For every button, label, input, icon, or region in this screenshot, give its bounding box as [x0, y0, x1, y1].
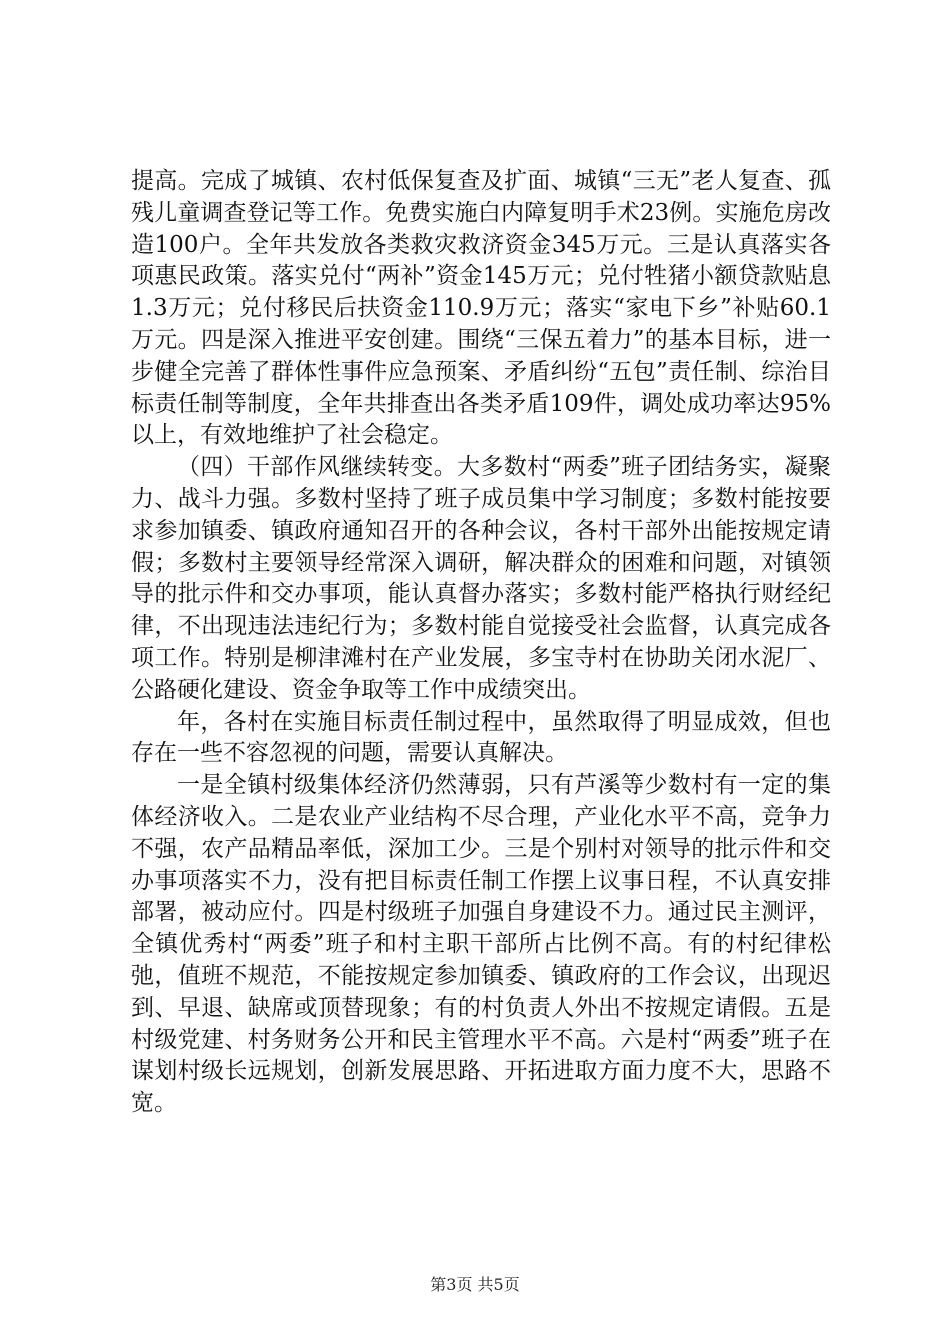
paragraph-problems-intro: 年，各村在实施目标责任制过程中，虽然取得了明显成效，但也存在一些不容忽视的问题，需要认真解决。: [131, 708, 831, 767]
page-number-footer: 第3页 共5页: [430, 1275, 520, 1294]
paragraph-continuation: 提高。完成了城镇、农村低保复查及扩面、城镇“三无”老人复查、孤残儿童调查登记等工作。免费实施白内障复明手术23例。实施危房改造100户。全年共发放各类救灾救济资金345万元。三是认真落实各项惠民政策。落实兑付“两补”资金145万元；兑付牲猪小额贷款贴息1.3万元；兑付移民后扶资金110.9万元；落实“家电下乡”补贴60.1万元。四是深入推进平安创建。围绕“三保五着力”的基本目标，进一步健全完善了群体性事件应急预案、矛盾纠纷“五包”责任制、综治目标责任制等制度，全年共排查出各类矛盾109件，调处成功率达95%以上，有效地维护了社会稳定。: [131, 168, 831, 449]
document-body: [131, 166, 831, 1120]
paragraph-problems-list: 一是全镇村级集体经济仍然薄弱，只有芦溪等少数村有一定的集体经济收入。二是农业产业结构不尽合理，产业化水平不高，竞争力不强，农产品精品率低，深加工少。三是个别村对领导的批示件和交办事项落实不力，没有把目标责任制工作摆上议事日程，不认真安排部署，被动应付。四是村级班子加强自身建设不力。通过民主测评，全镇优秀村“两委”班子和村主职干部所占比例不高。有的村纪律松弛，值班不规范，不能按规定参加镇委、镇政府的工作会议，出现迟到、早退、缺席或顶替现象；有的村负责人外出不按规定请假。五是村级党建、村务财务公开和民主管理水平不高。六是村“两委”班子在谋划村级长远规划，创新发展思路、开拓进取方面力度不大，思路不宽。: [131, 772, 831, 1117]
paragraph-cadre-style: （四）干部作风继续转变。大多数村“两委”班子团结务实，凝聚力、战斗力强。多数村坚持了班子成员集中学习制度；多数村能按要求参加镇委、镇政府通知召开的各种会议，各村干部外出能按规定请假；多数村主要领导经常深入调研，解决群众的困难和问题，对镇领导的批示件和交办事项，能认真督办落实；多数村能严格执行财经纪律，不出现违法违纪行为；多数村能自觉接受社会监督，认真完成各项工作。特别是柳津滩村在产业发展，多宝寺村在协助关闭水泥厂、公路硬化建设、资金争取等工作中成绩突出。: [131, 454, 831, 703]
